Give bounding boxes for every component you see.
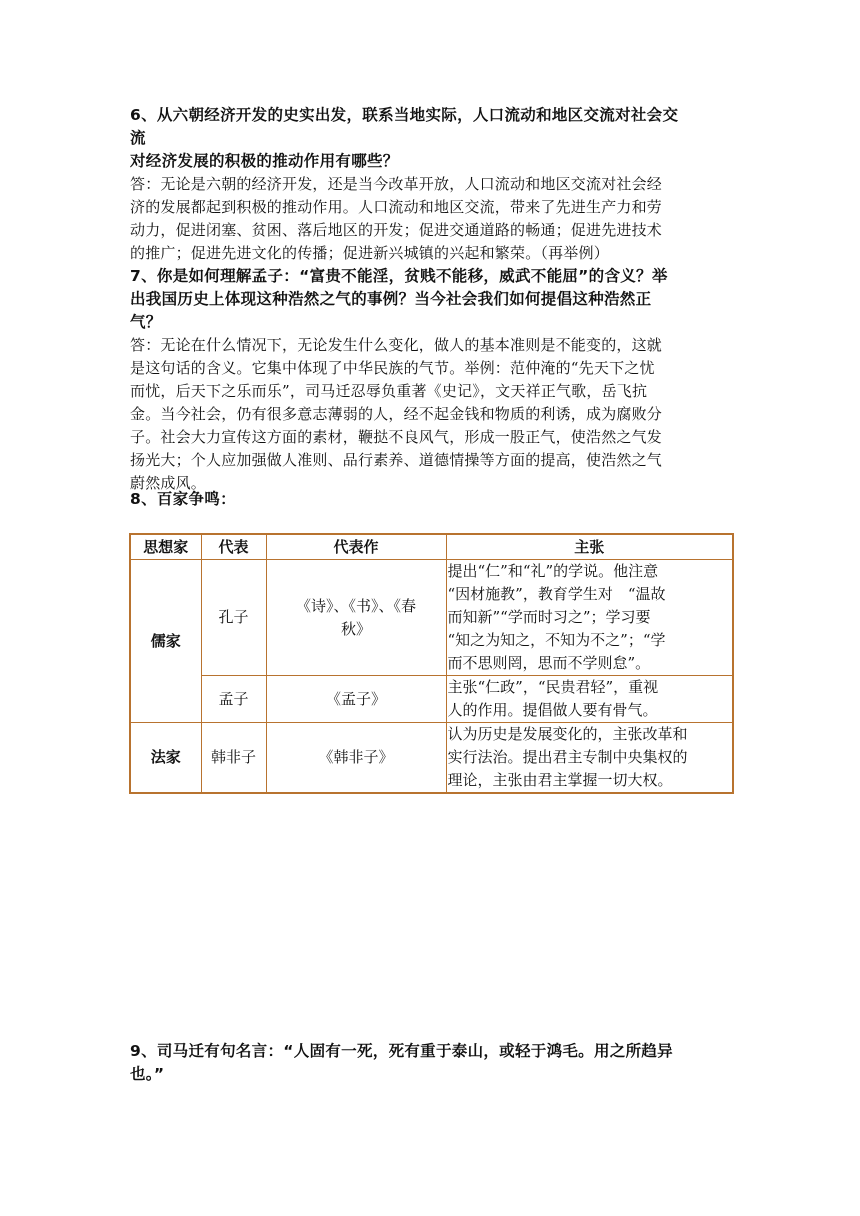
question-6: [130, 104, 730, 173]
school-legalist: 法家: [130, 723, 201, 794]
claims-hanfeizi: [446, 723, 733, 794]
claims-line: 而知新”“学而时习之”；学习要: [447, 608, 651, 626]
claims-kongzi: [446, 560, 733, 676]
question-6-line: 流: [130, 129, 146, 147]
works-kongzi-line: 《诗》、《书》、《春: [295, 596, 416, 615]
table-row: [130, 723, 733, 794]
answer-7-line: 金。当今社会，仍有很多意志薄弱的人，经不起金钱和物质的利诱，成为腐败分: [130, 405, 663, 423]
answer-6-line: 济的发展都起到积极的推动作用。人口流动和地区交流，带来了先进生产力和劳: [130, 198, 663, 216]
answer-6-line: 答：无论是六朝的经济开发，还是当今改革开放，人口流动和地区交流对社会经: [130, 175, 663, 193]
question-8-title: [130, 488, 730, 511]
answer-6-line: 动力，促进闭塞、贫困、落后地区的开发；促进交通道路的畅通；促进先进技术: [130, 221, 663, 239]
answer-6-line: 的推广；促进先进文化的传播；促进新兴城镇的兴起和繁荣。（再举例）: [130, 244, 609, 262]
answer-6: [130, 173, 730, 265]
question-7-line: 出我国历史上体现这种浩然之气的事例？当今社会我们如何提倡这种浩然正: [130, 290, 652, 308]
answer-7-line: 是这句话的含义。它集中体现了中华民族的气节。举例：范仲淹的“先天下之忧: [130, 359, 655, 377]
claims-line: 而不思则罔，思而不学则怠”。: [447, 654, 651, 672]
representative-kongzi: 孔子: [201, 560, 266, 676]
works-mengzi: 《孟子》: [266, 676, 446, 723]
header-claims: 主张: [446, 534, 733, 560]
question-9-line: 也。”: [130, 1065, 165, 1083]
table-row: [130, 676, 733, 723]
claims-mengzi: [446, 676, 733, 723]
answer-7-line: 扬光大；个人应加强做人准则、品行素养、道德情操等方面的提高，使浩然之气: [130, 451, 663, 469]
header-works: 代表作: [266, 534, 446, 560]
claims-line: 理论，主张由君主掌握一切大权。: [447, 771, 673, 789]
hundred-schools-table: [129, 533, 734, 794]
representative-hanfeizi: 韩非子: [201, 723, 266, 794]
representative-mengzi: 孟子: [201, 676, 266, 723]
question-7: [130, 265, 730, 334]
works-hanfeizi: 《韩非子》: [266, 723, 446, 794]
answer-7: [130, 334, 730, 495]
claims-line: “因材施教”，教育学生对 “温故: [447, 585, 666, 603]
school-confucian: 儒家: [130, 560, 201, 723]
answer-7-line: 子。社会大力宣传这方面的素材，鞭挞不良风气，形成一股正气，使浩然之气发: [130, 428, 663, 446]
question-8-title-text: 8、百家争鸣：: [130, 490, 236, 508]
header-representative: 代表: [201, 534, 266, 560]
claims-line: 人的作用。提倡做人要有骨气。: [447, 701, 658, 719]
answer-7-line: 而忧，后天下之乐而乐”，司马迁忍辱负重著《史记》，文天祥正气歌，岳飞抗: [130, 382, 648, 400]
claims-line: 认为历史是发展变化的，主张改革和: [447, 725, 688, 743]
claims-line: 实行法治。提出君主专制中央集权的: [447, 748, 688, 766]
question-9-line: 9、司马迁有句名言：“人固有一死，死有重于泰山，或轻于鸿毛。用之所趋异: [130, 1042, 673, 1060]
question-7-line: 7、你是如何理解孟子：“富贵不能淫，贫贱不能移，威武不能屈”的含义？举: [130, 267, 668, 285]
works-kongzi-line: 秋》: [340, 619, 371, 638]
question-7-line: 气？: [130, 313, 162, 331]
answer-7-line: 蔚然成风。: [130, 474, 207, 492]
claims-line: 主张“仁政”，“民贵君轻”，重视: [447, 678, 659, 696]
claims-line: “知之为知之，不知为不之”；“学: [447, 631, 666, 649]
header-thinker: 思想家: [130, 534, 201, 560]
claims-line: 提出“仁”和“礼”的学说。他注意: [447, 562, 659, 580]
question-6-line: 对经济发展的积极的推动作用有哪些？: [130, 152, 399, 170]
question-9: [130, 1040, 730, 1086]
question-6-line: 6、从六朝经济开发的史实出发，联系当地实际，人口流动和地区交流对社会交: [130, 106, 679, 124]
works-kongzi: [266, 560, 446, 676]
table-row: [130, 560, 733, 676]
answer-7-line: 答：无论在什么情况下，无论发生什么变化，做人的基本准则是不能变的，这就: [130, 336, 663, 354]
table-header-row: [130, 534, 733, 560]
